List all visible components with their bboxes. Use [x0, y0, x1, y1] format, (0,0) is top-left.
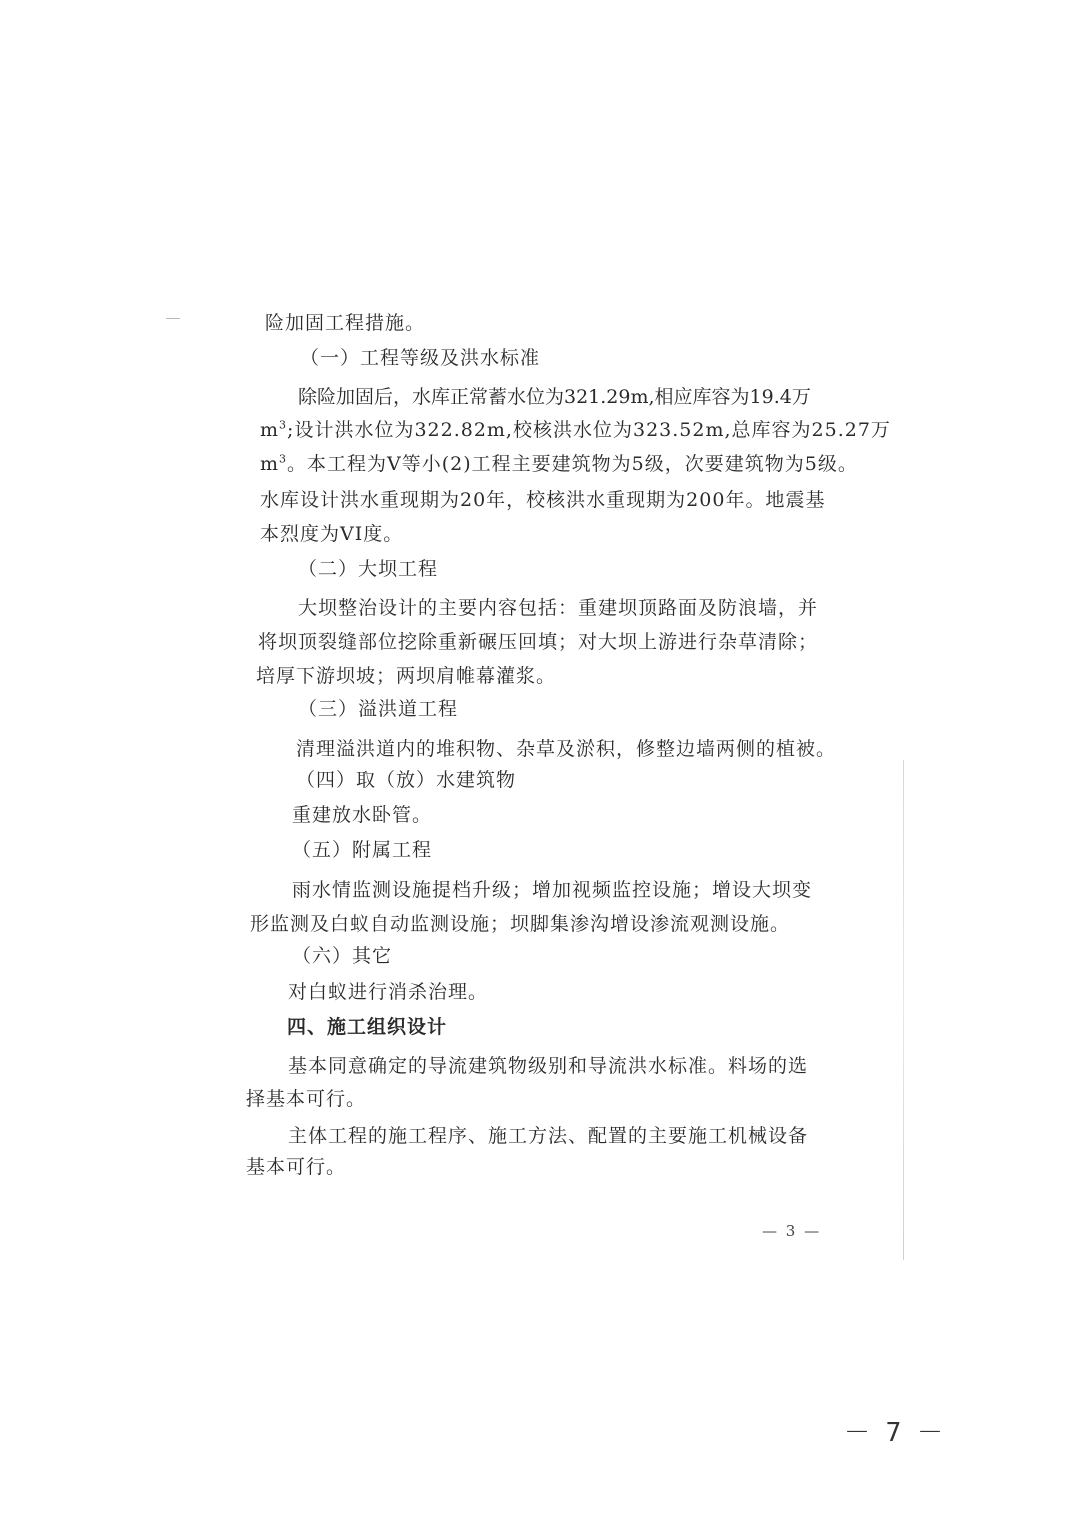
scan-artifact-mark — [166, 318, 180, 319]
paragraph-line: 水库设计洪水重现期为20年，校核洪水重现期为200年。地震基 — [260, 489, 826, 511]
outer-page-number: － 7 － — [844, 1418, 943, 1448]
section-heading-2: （二）大坝工程 — [298, 558, 439, 580]
section-heading-5: （五）附属工程 — [292, 839, 433, 861]
paragraph-line: 基本同意确定的导流建筑物级别和导流洪水标准。料场的选 — [288, 1055, 809, 1077]
paragraph-line: 险加固工程措施。 — [265, 312, 426, 334]
paragraph-line: 雨水情监测设施提档升级；增加视频监控设施；增设大坝变 — [292, 879, 813, 901]
paragraph-line: 主体工程的施工程序、施工方法、配置的主要施工机械设备 — [288, 1125, 809, 1147]
paragraph-line: 将坝顶裂缝部位挖除重新碾压回填；对大坝上游进行杂草清除； — [258, 631, 819, 653]
paragraph-line: 除险加固后，水库正常蓄水位为321.29m,相应库容为19.4万 — [298, 386, 811, 408]
scan-margin-line — [903, 760, 904, 1260]
section-heading-4: （四）取（放）水建筑物 — [296, 769, 517, 791]
chapter-heading: 四、施工组织设计 — [287, 1016, 448, 1038]
paragraph-line: 培厚下游坝坡；两坝肩帷幕灌浆。 — [256, 665, 557, 687]
inner-page-number: — 3 — — [762, 1222, 822, 1240]
paragraph-line: $m^3$。本工程为V等小(2)工程主要建筑物为5级，次要建筑物为5级。 — [260, 452, 858, 475]
paragraph-line: 重建放水卧管。 — [292, 804, 433, 826]
paragraph-line: 对白蚁进行消杀治理。 — [288, 981, 489, 1003]
paragraph-line: 清理溢洪道内的堆积物、杂草及淤积，修整边墙两侧的植被。 — [296, 738, 837, 760]
paragraph-line: 本烈度为VI度。 — [260, 523, 404, 545]
paragraph-line: 择基本可行。 — [246, 1088, 367, 1110]
paragraph-line: 形监测及白蚁自动监测设施；坝脚集渗沟增设渗流观测设施。 — [250, 913, 791, 935]
section-heading-3: （三）溢洪道工程 — [298, 698, 459, 720]
paragraph-line: 大坝整治设计的主要内容包括：重建坝顶路面及防浪墙，并 — [298, 597, 819, 619]
section-heading-1: （一）工程等级及洪水标准 — [300, 347, 541, 369]
section-heading-6: （六）其它 — [292, 945, 393, 967]
paragraph-line: $m^3$;设计洪水位为322.82m,校核洪水位为323.52m,总库容为25.27万 — [260, 418, 891, 441]
paragraph-line: 基本可行。 — [246, 1156, 347, 1178]
